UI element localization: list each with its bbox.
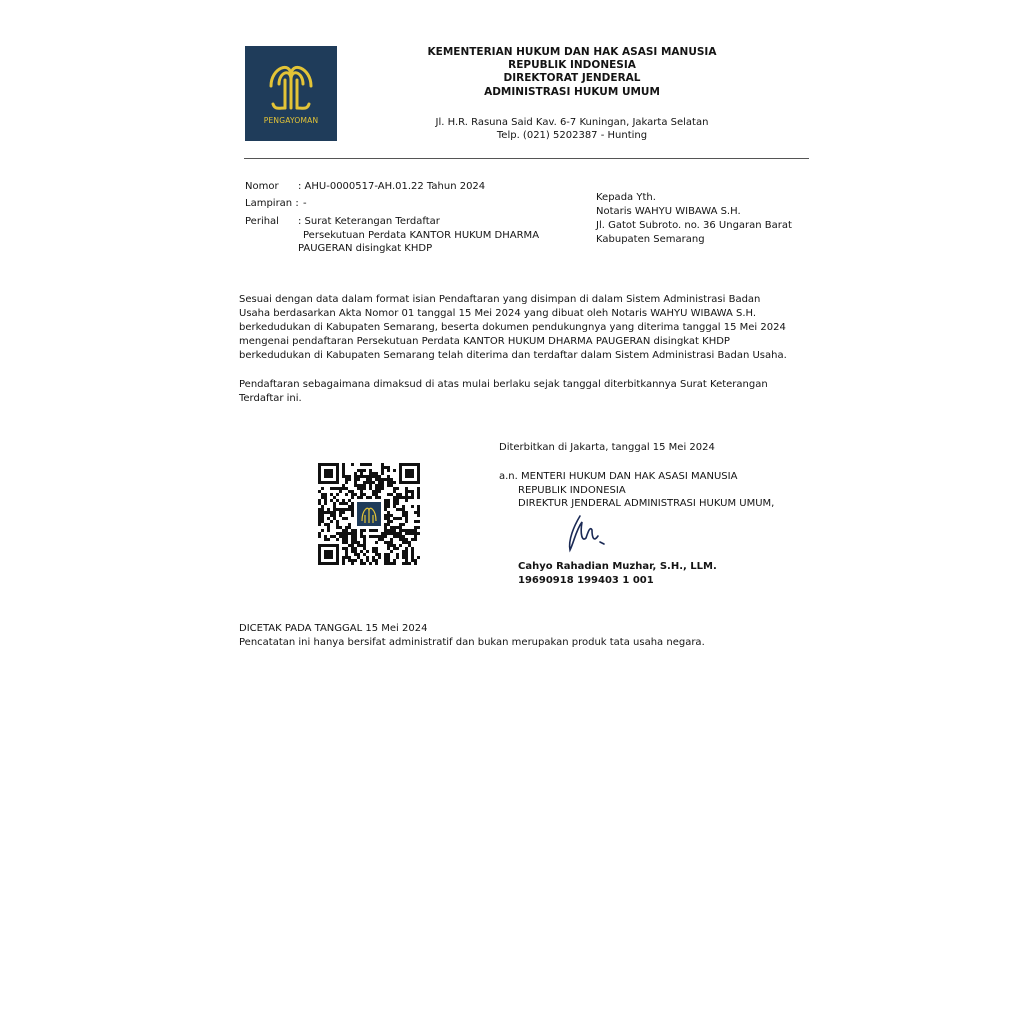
ministry-name: KEMENTERIAN HUKUM DAN HAK ASASI MANUSIA [427, 46, 717, 58]
perihal-detail: Persekutuan Perdata KANTOR HUKUM DHARMA [303, 230, 540, 241]
signer-country: REPUBLIK INDONESIA [518, 485, 626, 496]
lampiran-value: - [303, 198, 307, 209]
body-paragraph-2: Pendaftaran sebagaimana dimaksud di atas mulai berlaku sejak tanggal diterbitkannya Surat Keterangan Terdaftar ini. [239, 379, 768, 404]
ministry-logo [245, 46, 337, 141]
qr-code-icon [318, 463, 420, 565]
directorate-label: DIREKTORAT JENDERAL [503, 72, 641, 84]
header-divider [244, 158, 809, 159]
recipient-city: Kabupaten Semarang [596, 234, 705, 245]
nomor-value: : AHU-0000517-AH.01.22 Tahun 2024 [298, 181, 486, 192]
recipient-address: Jl. Gatot Subroto. no. 36 Ungaran Barat [596, 220, 792, 231]
printed-date: DICETAK PADA TANGGAL 15 Mei 2024 [239, 623, 428, 634]
signer-name: Cahyo Rahadian Muzhar, S.H., LLM. [518, 561, 717, 572]
lampiran-label: Lampiran : [245, 198, 299, 209]
signer-nip: 19690918 199403 1 001 [518, 575, 654, 586]
recipient-name: Notaris WAHYU WIBAWA S.H. [596, 206, 741, 217]
country-name: REPUBLIK INDONESIA [508, 59, 636, 71]
recipient-greeting: Kepada Yth. [596, 192, 656, 203]
qr-code [318, 463, 420, 565]
perihal-detail-cont: PAUGERAN disingkat KHDP [298, 243, 433, 254]
handwritten-signature [560, 512, 610, 556]
disclaimer-note: Pencatatan ini hanya bersifat administratif dan bukan merupakan produk tata usaha negara. [239, 637, 705, 648]
office-address: Jl. H.R. Rasuna Said Kav. 6-7 Kuningan, Jakarta Selatan [435, 117, 709, 128]
nomor-label: Nomor [245, 181, 279, 192]
perihal-label: Perihal [245, 216, 279, 227]
perihal-value: : Surat Keterangan Terdaftar [298, 216, 440, 227]
issue-place-date: Diterbitkan di Jakarta, tanggal 15 Mei 2024 [499, 442, 715, 453]
logo-caption: PENGAYOMAN [263, 116, 319, 125]
office-phone: Telp. (021) 5202387 - Hunting [496, 130, 648, 141]
body-paragraph-1: Sesuai dengan data dalam format isian Pendaftaran yang disimpan di dalam Sistem Administrasi Badan Usaha berdasarkan Akta Nomor 01 tanggal 15 Mei 2024 yang dibuat oleh Notaris WAHYU WIBAWA S.H. berkedudukan di Kabupaten Semarang, beserta dokumen pendukungnya yang diterima tanggal 15 Mei 2024 mengenai pendaftaran Persekutuan Perdata KANTOR HUKUM DHARMA PAUGERAN disingkat KHDP berkedudukan di Kabupaten Semarang telah diterima dan terdaftar dalam Sistem Administrasi Badan Usaha. [239, 294, 787, 361]
on-behalf-line: a.n. MENTERI HUKUM DAN HAK ASASI MANUSIA [499, 471, 738, 482]
directorate-name: ADMINISTRASI HUKUM UMUM [484, 86, 660, 98]
pengayoman-emblem-icon [245, 46, 337, 141]
signer-title: DIREKTUR JENDERAL ADMINISTRASI HUKUM UMUM, [518, 498, 775, 509]
